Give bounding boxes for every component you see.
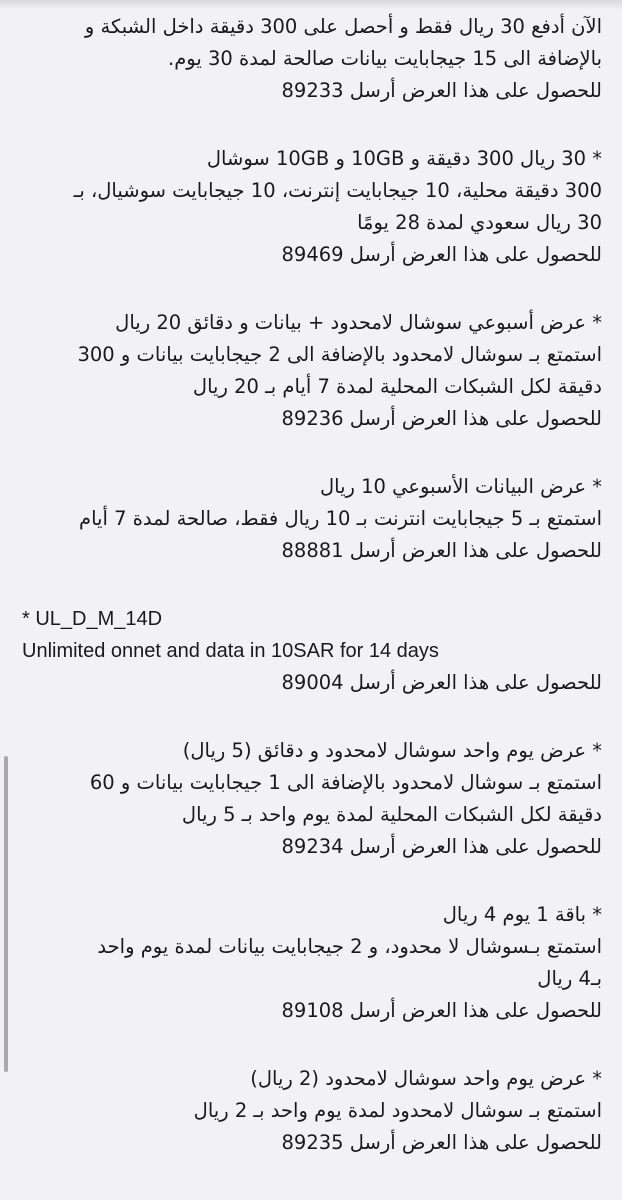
offer-item xyxy=(0,735,622,863)
offer-item xyxy=(0,307,622,435)
offer-title: * UL_D_M_14D xyxy=(22,608,163,630)
offer-text-line: استمتع بـ 5 جيجابايت انترنت بـ 10 ريال فقط، صالحة لمدة 7 أيام xyxy=(79,507,602,530)
offer-text-line: استمتع بـ سوشال لامحدود لمدة يوم واحد بـ 2 ريال xyxy=(193,1099,602,1122)
offer-title: * باقة 1 يوم 4 ريال xyxy=(442,903,602,926)
top-edge-shadow xyxy=(0,0,622,10)
offer-text-line: الآن أدفع 30 ريال فقط و أحصل على 300 دقيقة داخل الشبكة و xyxy=(84,15,602,38)
offer-title: * عرض البيانات الأسبوعي 10 ريال xyxy=(319,475,602,498)
offer-title: * 30 ريال 300 دقيقة و 10GB و 10GB سوشال xyxy=(206,147,602,170)
offer-sms-code-line: للحصول على هذا العرض أرسل 89235 xyxy=(281,1131,602,1154)
offer-text-line: دقيقة لكل الشبكات المحلية لمدة 7 أيام بـ 20 ريال xyxy=(192,375,602,398)
offer-sms-code-line: للحصول على هذا العرض أرسل 89004 xyxy=(281,671,602,694)
offer-item xyxy=(0,603,622,699)
offer-text-line: استمتع بـ سوشال لامحدود بالإضافة الى 2 جيجابايت بيانات و 300 xyxy=(77,343,602,366)
offer-item xyxy=(0,11,622,107)
offer-item xyxy=(0,143,622,271)
offer-text-line: 30 ريال سعودي لمدة 28 يومًا xyxy=(357,211,602,234)
offer-sms-code-line: للحصول على هذا العرض أرسل 88881 xyxy=(281,539,602,562)
offer-text-line: دقيقة لكل الشبكات المحلية لمدة يوم واحد بـ 5 ريال xyxy=(181,803,602,826)
scrollbar[interactable] xyxy=(4,756,8,1072)
offer-item xyxy=(0,471,622,567)
offer-list[interactable] xyxy=(0,11,622,1159)
offer-text-line: استمتع بـ سوشال لامحدود بالإضافة الى 1 جيجابايت بيانات و 60 xyxy=(89,771,602,794)
offer-title: * عرض يوم واحد سوشال لامحدود (2 ريال) xyxy=(250,1067,602,1090)
offer-title: * عرض أسبوعي سوشال لامحدود + بيانات و دقائق 20 ريال xyxy=(115,311,602,334)
offer-item xyxy=(0,1063,622,1159)
offer-item xyxy=(0,899,622,1027)
offer-text-line: بالإضافة الى 15 جيجابايت بيانات صالحة لمدة 30 يوم. xyxy=(168,47,602,70)
offer-sms-code-line: للحصول على هذا العرض أرسل 89233 xyxy=(281,79,602,102)
offer-text-line: Unlimited onnet and data in 10SAR for 14 days xyxy=(22,640,439,662)
offer-sms-code-line: للحصول على هذا العرض أرسل 89108 xyxy=(281,999,602,1022)
offer-sms-code-line: للحصول على هذا العرض أرسل 89234 xyxy=(281,835,602,858)
offer-sms-code-line: للحصول على هذا العرض أرسل 89236 xyxy=(281,407,602,430)
offer-text-line: بـ4 ريال xyxy=(537,967,602,990)
offer-text-line: استمتع بـسوشال لا محدود، و 2 جيجابايت بيانات لمدة يوم واحد xyxy=(97,935,602,958)
offer-text-line: 300 دقيقة محلية، 10 جيجابايت إنترنت، 10 جيجابايت سوشيال، بـ xyxy=(73,179,602,202)
offer-sms-code-line: للحصول على هذا العرض أرسل 89469 xyxy=(281,243,602,266)
offer-title: * عرض يوم واحد سوشال لامحدود و دقائق (5 ريال) xyxy=(182,739,602,762)
